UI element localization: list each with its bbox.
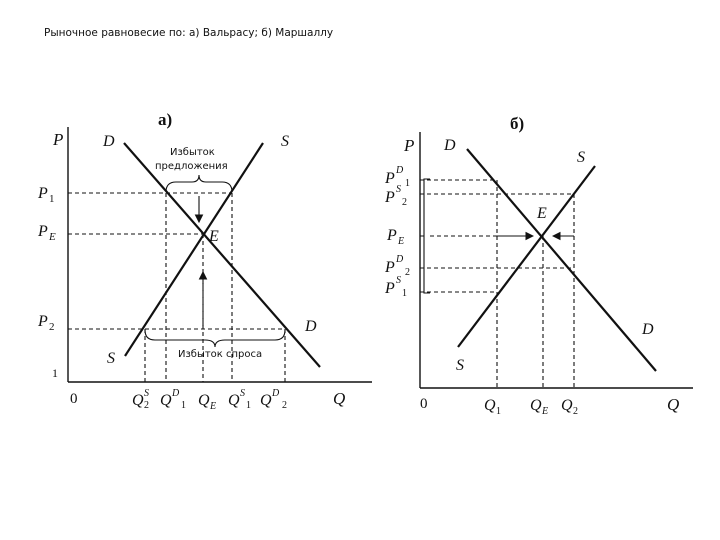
svg-text:2: 2 bbox=[405, 267, 410, 278]
panel-a bbox=[37, 110, 372, 412]
panel-a-excess-demand-brace bbox=[145, 330, 285, 347]
svg-text:P: P bbox=[385, 189, 395, 206]
svg-text:E: E bbox=[398, 236, 405, 247]
svg-text:S: S bbox=[240, 388, 245, 399]
panel-a-price-pe bbox=[37, 223, 56, 243]
panel-b-axis-q: Q bbox=[667, 395, 680, 414]
panel-a-price-p2 bbox=[37, 313, 55, 333]
svg-text:P: P bbox=[387, 227, 397, 244]
panel-b-demand-curve bbox=[467, 149, 656, 371]
svg-text:1: 1 bbox=[402, 288, 407, 299]
panel-a-demand-label-top: D bbox=[103, 133, 115, 150]
svg-text:Q: Q bbox=[198, 392, 210, 409]
svg-text:P: P bbox=[38, 223, 48, 240]
panel-a-extra-tick: 1 bbox=[52, 366, 58, 380]
svg-text:Q: Q bbox=[132, 392, 144, 409]
panel-a-equilibrium-label: E bbox=[209, 228, 219, 245]
panel-a-axis-p: P bbox=[53, 130, 64, 149]
panel-a-q-d2 bbox=[260, 388, 287, 411]
panel-a-excess-supply-line1: Избыток bbox=[170, 147, 215, 158]
panel-a-excess-supply-line2: предложения bbox=[155, 161, 228, 172]
svg-text:S: S bbox=[144, 388, 149, 399]
panel-b-origin: 0 bbox=[420, 396, 428, 412]
panel-a-label: а) bbox=[158, 110, 173, 129]
panel-b-label: б) bbox=[510, 114, 525, 133]
svg-text:P: P bbox=[385, 259, 395, 276]
panel-b-price-ps2 bbox=[384, 184, 407, 208]
panel-b-supply-label-bottom: S bbox=[456, 357, 464, 374]
slide-title: Рыночное равновесие по: а) Вальрасу; б) Маршаллу bbox=[44, 27, 334, 39]
svg-text:1: 1 bbox=[246, 400, 251, 411]
svg-text:E: E bbox=[542, 406, 549, 417]
panel-b-price-ps1 bbox=[384, 275, 407, 299]
svg-text:E: E bbox=[49, 231, 56, 243]
panel-a-supply-curve bbox=[125, 143, 263, 356]
panel-a-excess-demand-label: Избыток спроса bbox=[178, 349, 263, 360]
panel-b bbox=[384, 114, 693, 417]
svg-text:1: 1 bbox=[405, 178, 410, 189]
svg-text:1: 1 bbox=[181, 400, 186, 411]
svg-text:S: S bbox=[396, 275, 401, 286]
panel-a-supply-label-bottom: S bbox=[107, 350, 115, 367]
svg-text:1: 1 bbox=[49, 193, 55, 205]
panel-a-price-p1 bbox=[37, 185, 55, 205]
svg-text:2: 2 bbox=[144, 400, 149, 411]
panel-b-price-bracket bbox=[420, 179, 430, 293]
svg-text:P: P bbox=[38, 185, 48, 202]
svg-text:Q: Q bbox=[228, 392, 240, 409]
svg-text:P: P bbox=[385, 280, 395, 297]
panel-a-demand-label-bottom: D bbox=[305, 318, 317, 335]
panel-b-price-pe bbox=[386, 227, 404, 247]
panel-b-axis-p: P bbox=[404, 136, 415, 155]
svg-text:2: 2 bbox=[49, 321, 55, 333]
svg-text:2: 2 bbox=[402, 197, 407, 208]
svg-text:Q: Q bbox=[160, 392, 172, 409]
svg-text:P: P bbox=[385, 170, 395, 187]
panel-a-q-s1 bbox=[228, 388, 251, 411]
svg-text:D: D bbox=[396, 165, 404, 176]
svg-text:S: S bbox=[396, 184, 401, 195]
panel-a-axis-q: Q bbox=[333, 389, 346, 408]
svg-text:D: D bbox=[396, 254, 404, 265]
panel-a-q-e bbox=[198, 392, 216, 412]
panel-a-q-s2 bbox=[132, 388, 149, 411]
panel-b-supply-label-top: S bbox=[577, 149, 585, 166]
panel-a-q-d1 bbox=[160, 388, 186, 411]
svg-text:1: 1 bbox=[496, 406, 501, 417]
svg-text:2: 2 bbox=[573, 406, 578, 417]
svg-text:D: D bbox=[172, 388, 180, 399]
panel-a-origin: 0 bbox=[70, 391, 78, 407]
panel-b-q2 bbox=[561, 397, 578, 417]
panel-b-demand-label-bottom: D bbox=[642, 321, 654, 338]
panel-b-qe bbox=[530, 397, 548, 417]
svg-text:Q: Q bbox=[260, 392, 272, 409]
svg-text:Q: Q bbox=[530, 397, 542, 414]
panel-b-equilibrium-label: E bbox=[537, 205, 547, 222]
panel-b-supply-curve bbox=[458, 166, 595, 347]
panel-b-demand-label-top: D bbox=[444, 137, 456, 154]
panel-b-q1 bbox=[484, 397, 501, 417]
svg-text:Q: Q bbox=[484, 397, 496, 414]
panel-a-supply-label-top: S bbox=[281, 133, 289, 150]
panel-a-demand-curve bbox=[124, 143, 320, 367]
svg-text:D: D bbox=[272, 388, 280, 399]
svg-text:P: P bbox=[38, 313, 48, 330]
svg-text:Q: Q bbox=[561, 397, 573, 414]
panel-a-excess-supply-brace bbox=[166, 175, 232, 192]
svg-text:2: 2 bbox=[282, 400, 287, 411]
svg-text:E: E bbox=[210, 401, 217, 412]
